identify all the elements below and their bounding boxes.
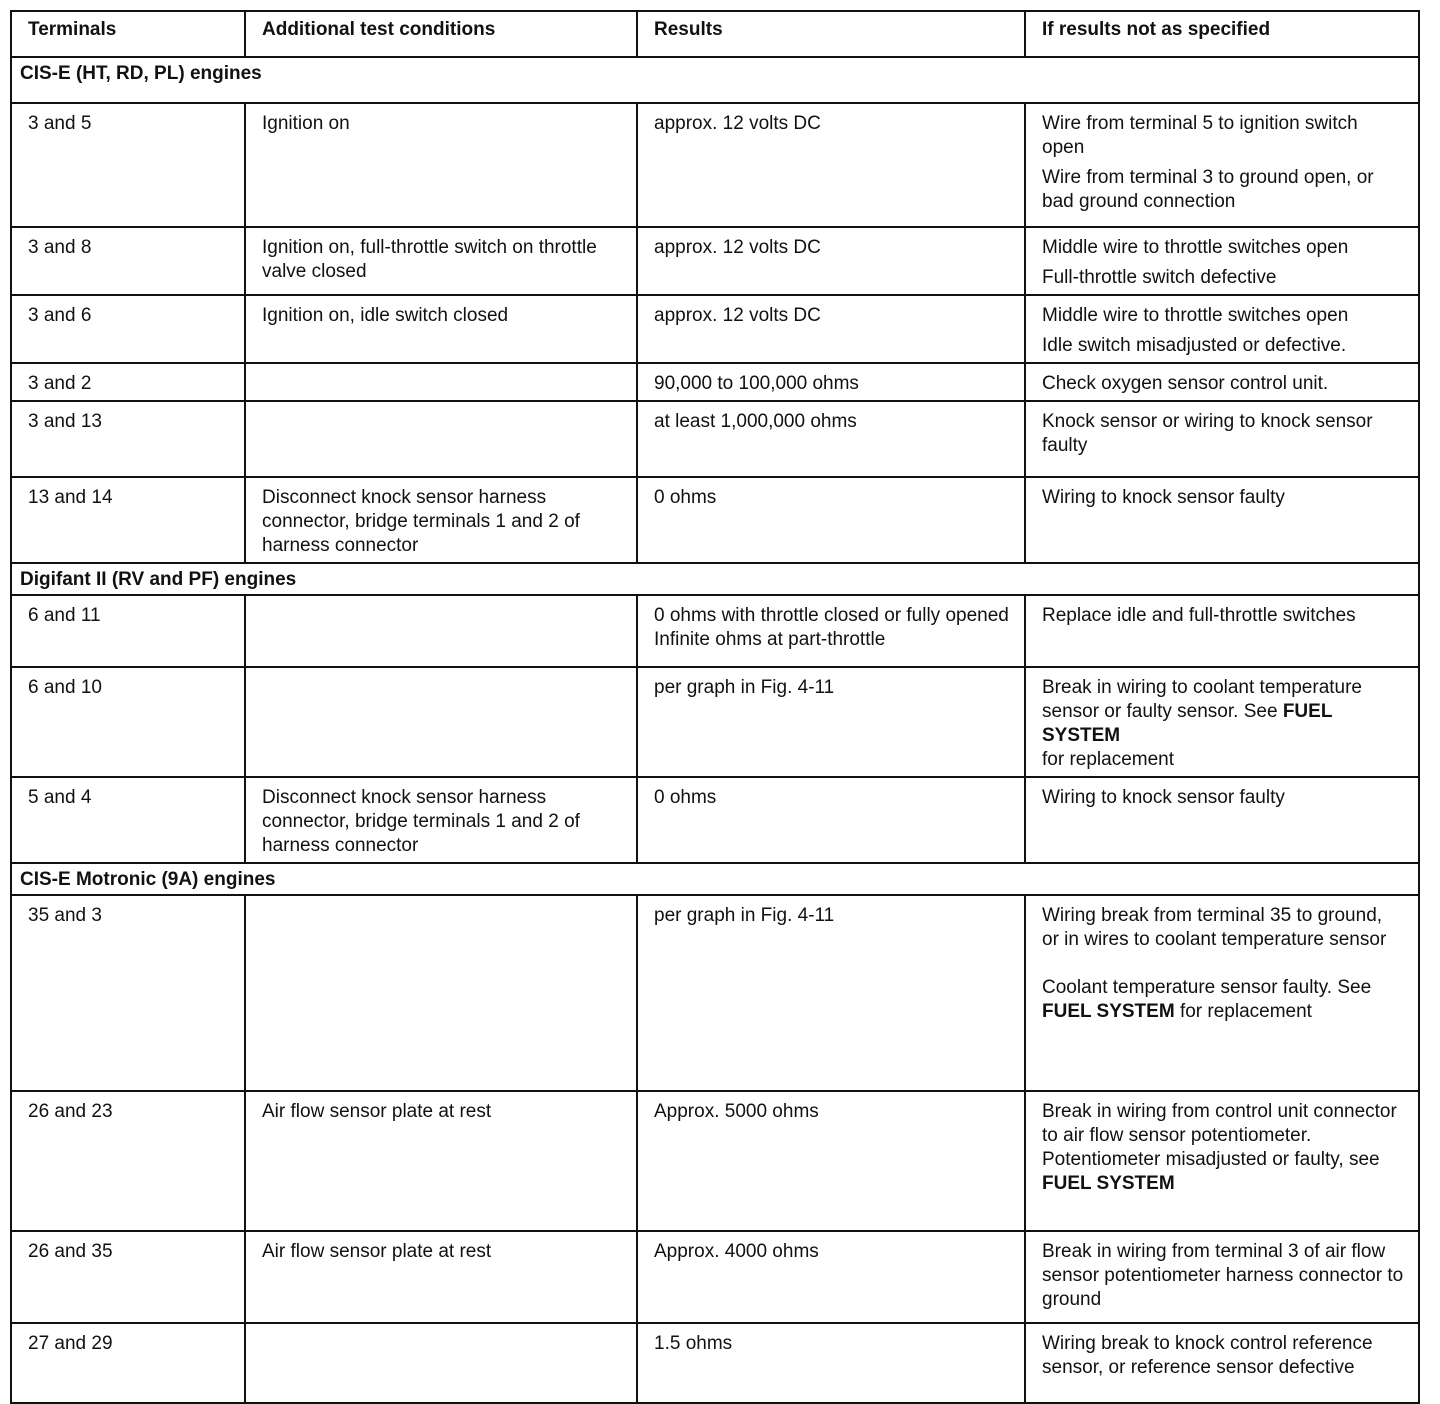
cell-fix: Check oxygen sensor control unit. [1025,363,1419,401]
cell-fix: Replace idle and full-throttle switches [1025,595,1419,667]
cell-conditions [245,363,637,401]
cell-fix [1025,895,1419,1091]
cell-results: approx. 12 volts DC [637,227,1025,295]
cell-conditions: Ignition on, full-throttle switch on throttle valve closed [245,227,637,295]
table-row [11,667,1419,777]
section-title-cise: CIS-E (HT, RD, PL) engines [11,57,1419,103]
cell-terminals: 6 and 10 [11,667,245,777]
fuel-system-ref: FUEL SYSTEM [1042,1001,1175,1022]
fix-line: Middle wire to throttle switches open [1042,237,1349,258]
section-row [11,57,1419,103]
header-conditions: Additional test conditions [245,11,637,57]
cell-terminals: 3 and 13 [11,401,245,477]
cell-fix: Wiring to knock sensor faulty [1025,477,1419,563]
fix-line: Idle switch misadjusted or defective. [1042,335,1347,356]
table-row [11,363,1419,401]
cell-terminals: 26 and 23 [11,1091,245,1231]
cell-conditions: Disconnect knock sensor harness connector, bridge terminals 1 and 2 of harness connector [245,477,637,563]
fix-line: Full-throttle switch defective [1042,267,1277,288]
cell-terminals: 3 and 6 [11,295,245,363]
fix-line [1042,976,1404,1024]
cell-results: approx. 12 volts DC [637,295,1025,363]
cell-fix [1025,295,1419,363]
cell-terminals: 6 and 11 [11,595,245,667]
table-row [11,477,1419,563]
cell-conditions: Ignition on [245,103,637,227]
see-text: See [1243,701,1278,722]
cell-conditions: Air flow sensor plate at rest [245,1231,637,1323]
table-row [11,1231,1419,1323]
header-fix: If results not as specified [1025,11,1419,57]
cell-conditions: Disconnect knock sensor harness connector, bridge terminals 1 and 2 of harness connector [245,777,637,863]
table-row [11,777,1419,863]
cell-fix [1025,1091,1419,1231]
fix-line: Middle wire to throttle switches open [1042,305,1349,326]
cell-terminals: 13 and 14 [11,477,245,563]
table-row [11,1091,1419,1231]
fix-line: Wire from terminal 3 to ground open, or bad ground connection [1042,167,1374,212]
fuel-system-ref: FUEL SYSTEM [1042,1173,1175,1194]
cell-terminals: 27 and 29 [11,1323,245,1403]
table-row [11,103,1419,227]
cell-fix: Break in wiring from terminal 3 of air flow sensor potentiometer harness connector to ground [1025,1231,1419,1323]
section-row [11,863,1419,895]
header-row [11,11,1419,57]
table-row [11,895,1419,1091]
cell-results: at least 1,000,000 ohms [637,401,1025,477]
fix-line: Wiring break from terminal 35 to ground, or in wires to coolant temperature sensor [1042,905,1387,950]
cell-results: Approx. 4000 ohms [637,1231,1025,1323]
cell-terminals: 5 and 4 [11,777,245,863]
cell-results: per graph in Fig. 4-11 [637,895,1025,1091]
table-row [11,595,1419,667]
cell-conditions [245,401,637,477]
cell-terminals: 26 and 35 [11,1231,245,1323]
cell-terminals: 3 and 2 [11,363,245,401]
cell-results: 0 ohms [637,477,1025,563]
table-row [11,295,1419,363]
cell-fix [1025,227,1419,295]
cell-conditions [245,667,637,777]
cell-conditions: Air flow sensor plate at rest [245,1091,637,1231]
cell-results: 0 ohms [637,777,1025,863]
cell-terminals: 35 and 3 [11,895,245,1091]
cell-terminals: 3 and 5 [11,103,245,227]
cell-results: approx. 12 volts DC [637,103,1025,227]
see-text: See [1337,977,1372,998]
header-results: Results [637,11,1025,57]
fix-line: Wire from terminal 5 to ignition switch open [1042,113,1358,158]
fix-tail: for replacement [1042,749,1175,770]
cell-results: per graph in Fig. 4-11 [637,667,1025,777]
fix-text: Break in wiring from control unit connector to air flow sensor potentiometer. Potentiometer misadjusted or faulty, see [1042,1101,1397,1170]
cell-conditions [245,895,637,1091]
cell-results: 1.5 ohms [637,1323,1025,1403]
table-row [11,401,1419,477]
cell-results: 0 ohms with throttle closed or fully opened Infinite ohms at part-throttle [637,595,1025,667]
cell-fix: Wiring to knock sensor faulty [1025,777,1419,863]
table-row [11,227,1419,295]
cell-conditions [245,595,637,667]
table-row [11,1323,1419,1403]
cell-conditions [245,1323,637,1403]
fix-text: Break in wiring to coolant temperature sensor or faulty sensor. [1042,677,1362,722]
cell-results: 90,000 to 100,000 ohms [637,363,1025,401]
test-table [10,10,1420,1404]
cell-fix: Knock sensor or wiring to knock sensor faulty [1025,401,1419,477]
section-row [11,563,1419,595]
cell-fix [1025,103,1419,227]
cell-results: Approx. 5000 ohms [637,1091,1025,1231]
cell-terminals: 3 and 8 [11,227,245,295]
section-title-motronic: CIS-E Motronic (9A) engines [11,863,1419,895]
cell-fix: Wiring break to knock control reference sensor, or reference sensor defective [1025,1323,1419,1403]
cell-conditions: Ignition on, idle switch closed [245,295,637,363]
section-title-digifant: Digifant II (RV and PF) engines [11,563,1419,595]
header-terminals: Terminals [11,11,245,57]
fuel-system-ref: FUEL SYSTEM [1042,701,1333,746]
fix-tail: for replacement [1179,1001,1312,1022]
fix-text: Coolant temperature sensor faulty. [1042,977,1333,998]
cell-fix [1025,667,1419,777]
